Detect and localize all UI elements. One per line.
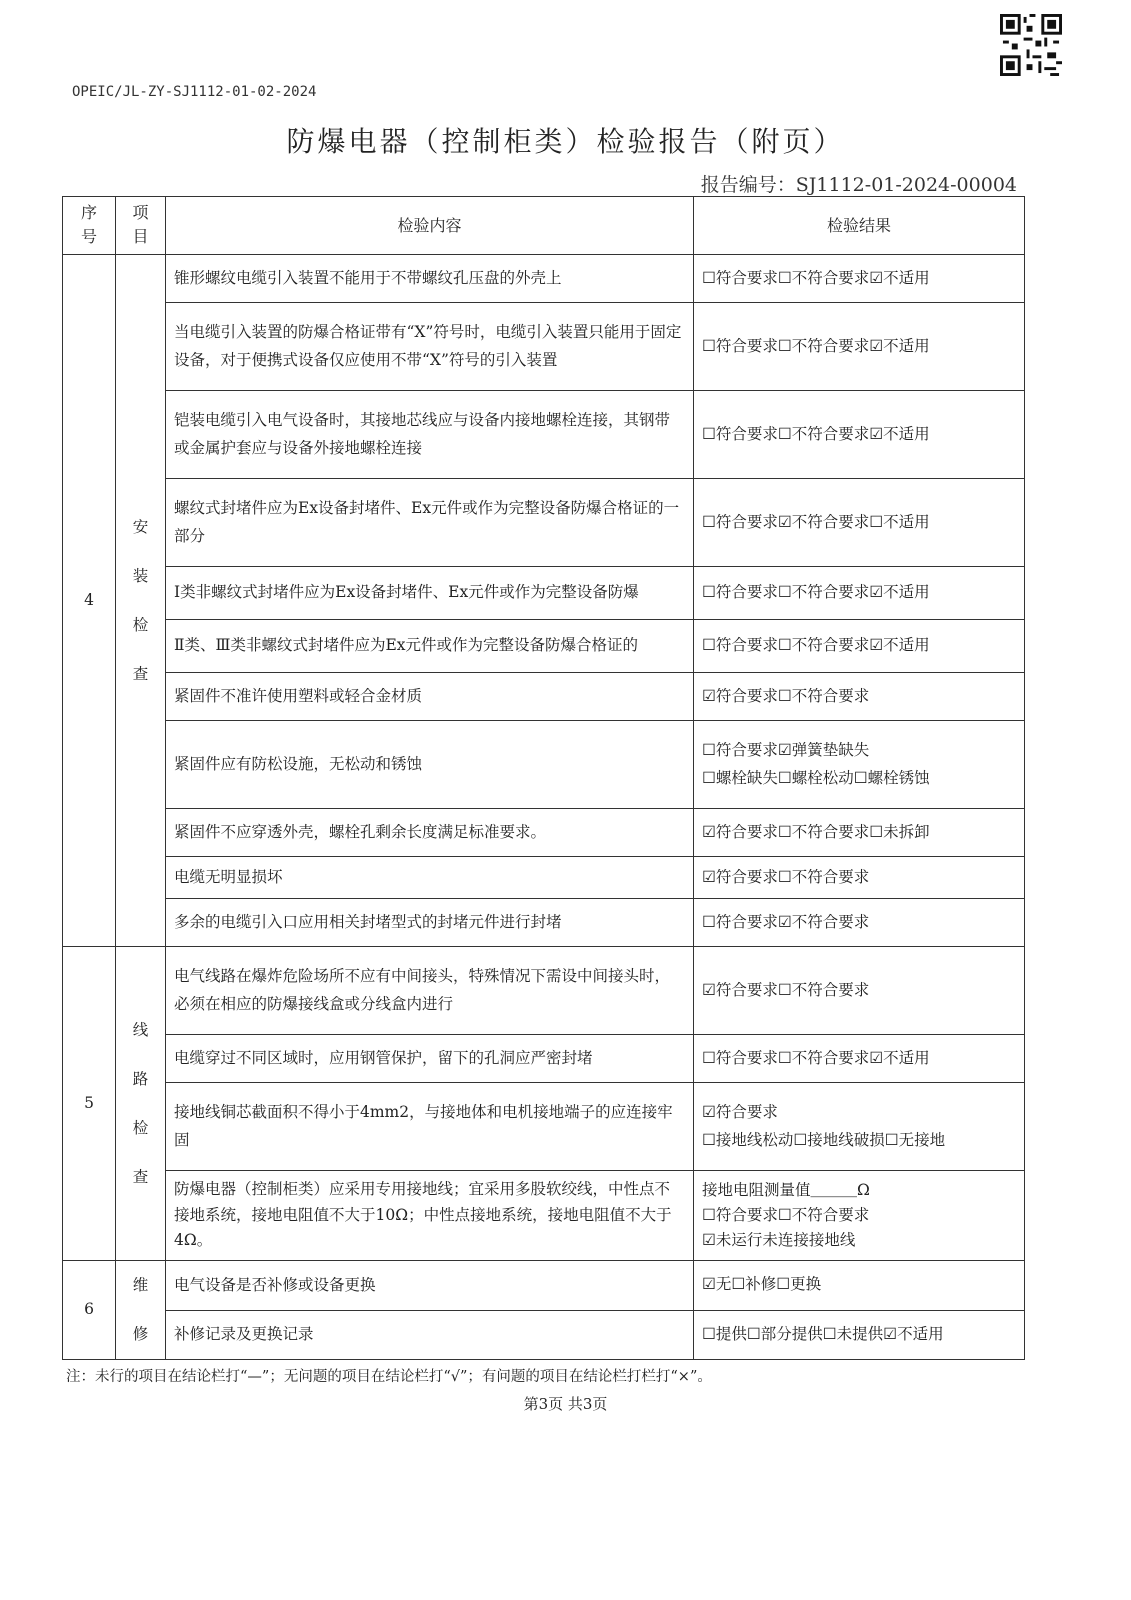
row-content: 紧固件应有防松设施，无松动和锈蚀 (166, 721, 694, 809)
table-row (63, 673, 1025, 721)
report-number: 报告编号：SJ1112-01-2024-00004 (700, 174, 1017, 196)
row-result: 接地电阻测量值＿＿＿Ω ☐符合要求☐不符合要求 ☑未运行未连接接地线 (694, 1171, 1025, 1261)
table-row (63, 391, 1025, 479)
page-title: 防爆电器（控制柜类）检验报告（附页） (286, 125, 845, 158)
footnote: 注：未行的项目在结论栏打“—”；无问题的项目在结论栏打“√”；有问题的项目在结论栏打栏打“×”。 (66, 1369, 712, 1385)
row-content: 电缆无明显损坏 (166, 857, 694, 899)
table-row (63, 620, 1025, 673)
row-result: ☐符合要求☐不符合要求☑不适用 (694, 620, 1025, 673)
header-result: 检验结果 (694, 197, 1025, 255)
table-row (63, 303, 1025, 391)
row-result: ☑符合要求☐不符合要求 (694, 673, 1025, 721)
row-content: Ⅱ类、Ⅲ类非螺纹式封堵件应为Ex元件或作为完整设备防爆合格证的 (166, 620, 694, 673)
table-row (63, 1261, 1025, 1311)
group-seq: 6 (63, 1261, 116, 1360)
table-row (63, 567, 1025, 620)
row-content: 接地线铜芯截面积不得小于4mm2，与接地体和电机接地端子的应连接牢固 (166, 1083, 694, 1171)
table-row (63, 1083, 1025, 1171)
qr-code-icon (1000, 14, 1062, 76)
table-row (63, 721, 1025, 809)
row-result: ☐符合要求☑不符合要求 (694, 899, 1025, 947)
row-result: ☑符合要求☐不符合要求☐未拆卸 (694, 809, 1025, 857)
table-row (63, 255, 1025, 303)
document-code: OPEIC/JL-ZY-SJ1112-01-02-2024 (72, 84, 317, 100)
table-row (63, 1035, 1025, 1083)
group-item: 维修 (116, 1261, 166, 1360)
row-result: ☐符合要求☐不符合要求☑不适用 (694, 255, 1025, 303)
row-content: Ⅰ类非螺纹式封堵件应为Ex设备封堵件、Ex元件或作为完整设备防爆 (166, 567, 694, 620)
table-row (63, 1171, 1025, 1261)
table-row (63, 1310, 1025, 1360)
header-content: 检验内容 (166, 197, 694, 255)
row-result: ☐符合要求☐不符合要求☑不适用 (694, 391, 1025, 479)
row-content: 电缆穿过不同区域时，应用钢管保护，留下的孔洞应严密封堵 (166, 1035, 694, 1083)
row-result: ☑符合要求☐不符合要求 (694, 857, 1025, 899)
row-result: ☑无☐补修☐更换 (694, 1261, 1025, 1311)
row-content: 紧固件不应穿透外壳，螺栓孔剩余长度满足标准要求。 (166, 809, 694, 857)
row-content: 铠装电缆引入电气设备时，其接地芯线应与设备内接地螺栓连接，其钢带或金属护套应与设备外接地螺栓连接 (166, 391, 694, 479)
page-number: 第3页 共3页 (523, 1395, 608, 1413)
row-result: ☑符合要求☐不符合要求 (694, 947, 1025, 1035)
row-content: 紧固件不准许使用塑料或轻合金材质 (166, 673, 694, 721)
table-header-row (63, 197, 1025, 255)
row-content: 电气线路在爆炸危险场所不应有中间接头，特殊情况下需设中间接头时，必须在相应的防爆接线盒或分线盒内进行 (166, 947, 694, 1035)
inspection-table (62, 196, 1025, 1360)
row-result: ☑符合要求 ☐接地线松动☐接地线破损☐无接地 (694, 1083, 1025, 1171)
row-result: ☐符合要求☑不符合要求☐不适用 (694, 479, 1025, 567)
header-item: 项目 (116, 197, 166, 255)
group-item: 线路检查 (116, 947, 166, 1261)
row-content: 补修记录及更换记录 (166, 1310, 694, 1360)
group-seq: 5 (63, 947, 116, 1261)
row-content: 螺纹式封堵件应为Ex设备封堵件、Ex元件或作为完整设备防爆合格证的一部分 (166, 479, 694, 567)
group-seq: 4 (63, 255, 116, 947)
row-result: ☐符合要求☑弹簧垫缺失 ☐螺栓缺失☐螺栓松动☐螺栓锈蚀 (694, 721, 1025, 809)
table-row (63, 809, 1025, 857)
row-content: 电气设备是否补修或设备更换 (166, 1261, 694, 1311)
row-content: 防爆电器（控制柜类）应采用专用接地线；宜采用多股软绞线，中性点不接地系统，接地电阻值不大于10Ω；中性点接地系统，接地电阻值不大于4Ω。 (166, 1171, 694, 1261)
row-result: ☐符合要求☐不符合要求☑不适用 (694, 567, 1025, 620)
table-row (63, 947, 1025, 1035)
row-content: 多余的电缆引入口应用相关封堵型式的封堵元件进行封堵 (166, 899, 694, 947)
row-content: 锥形螺纹电缆引入装置不能用于不带螺纹孔压盘的外壳上 (166, 255, 694, 303)
row-content: 当电缆引入装置的防爆合格证带有“X”符号时，电缆引入装置只能用于固定设备，对于便携式设备仅应使用不带“X”符号的引入装置 (166, 303, 694, 391)
header-seq: 序号 (63, 197, 116, 255)
table-row (63, 899, 1025, 947)
group-item: 安装检查 (116, 255, 166, 947)
row-result: ☐符合要求☐不符合要求☑不适用 (694, 303, 1025, 391)
table-row (63, 479, 1025, 567)
table-row (63, 857, 1025, 899)
row-result: ☐提供☐部分提供☐未提供☑不适用 (694, 1310, 1025, 1360)
row-result: ☐符合要求☐不符合要求☑不适用 (694, 1035, 1025, 1083)
